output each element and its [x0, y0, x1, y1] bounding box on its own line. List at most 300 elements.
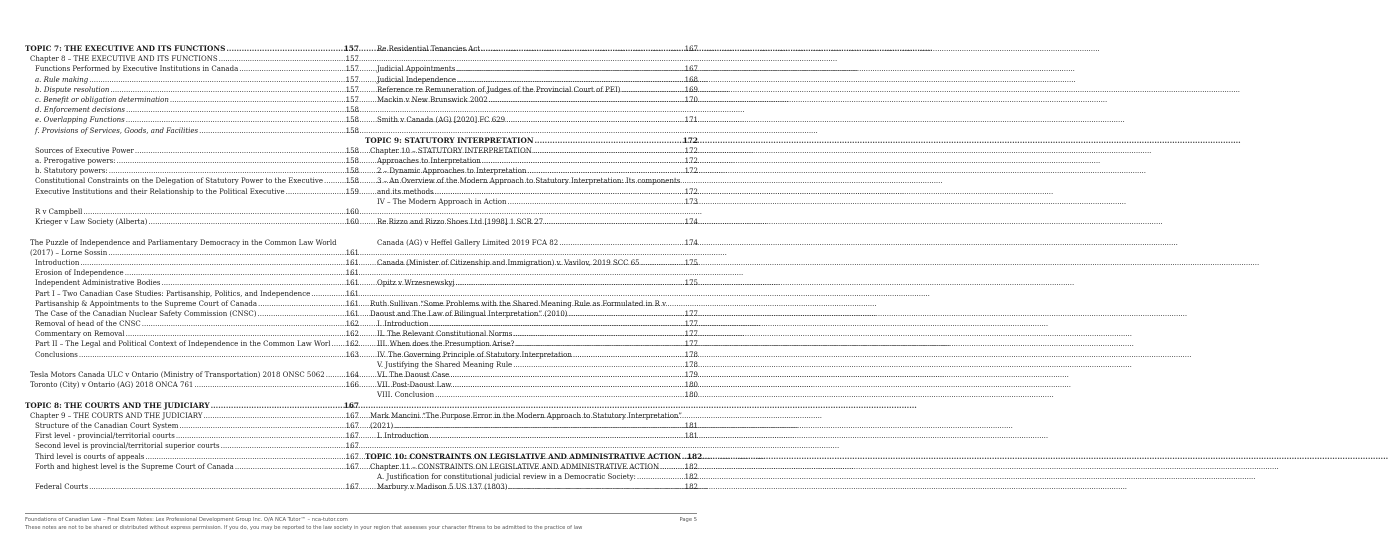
toc-page-number: 160 [345, 208, 359, 216]
toc-entry [365, 411, 698, 421]
dot-leader [450, 370, 683, 380]
toc-entry-title: I. Introduction [377, 432, 429, 441]
toc-entry-title: Opitz v Wrzesnewskyj [377, 279, 455, 288]
toc-entry [365, 217, 698, 227]
footer-course-line: Foundations of Canadian Law – Final Exam Notes: Lex Professional Development Group Inc. O/A NCA Tutor™ – nca-tutor.com [25, 517, 348, 523]
toc-page-number: 162 [345, 340, 359, 349]
toc-page-number: 161 [345, 248, 359, 257]
toc-entry [25, 299, 359, 309]
dot-leader [226, 44, 342, 54]
toc-entry [25, 166, 359, 176]
toc-page-number: 172 [684, 146, 698, 155]
toc-entry-title: A. Justification for constitutional judicial review in a Democratic Society: [377, 472, 636, 481]
dot-leader [203, 411, 344, 421]
toc-entry [25, 462, 359, 472]
toc-entry-title: Reference re Remuneration of Judges of the Provincial Court of PEI) [377, 85, 621, 94]
toc-entry [25, 431, 359, 441]
dot-leader [452, 380, 683, 390]
toc-entry [25, 146, 359, 156]
dot-leader [142, 319, 345, 329]
toc-entry [25, 350, 359, 360]
dot-leader [506, 115, 684, 125]
toc-page-number: 166 [345, 381, 359, 390]
toc-page-number: 182 [686, 451, 703, 461]
dot-leader [637, 472, 684, 482]
toc-page-number: 162 [345, 330, 359, 339]
toc-entry [365, 238, 698, 248]
toc-page-number: 182 [684, 472, 698, 481]
dot-leader [513, 329, 683, 339]
dot-leader [79, 350, 345, 360]
toc-entry-title: TOPIC 8: THE COURTS AND THE JUDICIARY [25, 400, 210, 410]
spacer [365, 268, 698, 278]
toc-entry-title: Federal Courts [35, 483, 89, 492]
toc-page-number: 182 [684, 483, 698, 492]
toc-page-number: 161 [345, 289, 359, 298]
toc-page-number: 158 [345, 167, 359, 176]
toc-entry-title: TOPIC 9: STATUTORY INTERPRETATION [365, 135, 534, 145]
toc-entry [25, 452, 359, 462]
toc-entry [365, 350, 698, 360]
toc-page-number: 172 [684, 187, 698, 196]
toc-entry-title: Daoust and The Law of Bilingual Interpretation” (2010) [370, 309, 568, 318]
toc-entry [25, 248, 359, 258]
toc-entry [25, 238, 359, 248]
toc-entry [365, 44, 698, 54]
toc-entry [25, 319, 359, 329]
spacer [365, 289, 698, 299]
toc-page-number: 159 [345, 187, 359, 196]
toc-page-number: 178 [684, 360, 698, 369]
dot-leader [135, 146, 345, 156]
toc-entry [25, 176, 359, 186]
toc-entry-title: Toronto (City) v Ontario (AG) 2018 ONCA 761 [30, 381, 194, 390]
dot-leader [109, 166, 345, 176]
toc-entry [365, 482, 698, 492]
toc-page-number: 177 [684, 330, 698, 339]
dot-leader [508, 482, 683, 492]
toc-page-number: 172 [682, 135, 698, 145]
toc-page-number: 167 [684, 65, 698, 74]
toc-entry-title: Canada (AG) v Heffel Gallery Limited 2019 FCA 82 [377, 238, 559, 247]
toc-page-number: 162 [345, 320, 359, 329]
toc-entry-title: 2 – Dynamic Approaches to Interpretation [377, 167, 527, 176]
dot-leader [435, 187, 684, 197]
toc-page-number: 157 [343, 44, 359, 53]
toc-page-number: 158 [345, 177, 359, 186]
toc-entry-title: The Puzzle of Independence and Parliamentary Democracy in the Common Law World [30, 238, 337, 247]
toc-entry [365, 370, 698, 380]
footer-disclaimer: These notes are not to be shared or distributed without express permission. If you do, you may be reported to the law society in your region that assesses your character fitness to be admitted to the practice of law [25, 525, 583, 532]
toc-entry-title: c. Benefit or obligation determination [35, 95, 169, 104]
toc-page-number: 161 [345, 258, 359, 267]
toc-entry-title: Judicial Independence [377, 75, 457, 84]
toc-page-number: 171 [684, 116, 698, 125]
toc-entry-title: The Case of the Canadian Nuclear Safety Commission (CNSC) [35, 309, 257, 318]
toc-entry [365, 329, 698, 339]
toc-page-number: 167 [345, 432, 359, 441]
spacer [365, 105, 698, 115]
toc-page-number: 181 [684, 432, 698, 441]
toc-entry-title: R v Campbell [35, 208, 83, 216]
toc-page-number: 164 [345, 371, 359, 379]
dot-leader [456, 278, 684, 288]
toc-entry-title: Removal of head of the CNSC [35, 320, 141, 329]
toc-entry-title: Executive Institutions and their Relationship to the Political Executive [35, 187, 285, 196]
toc-page-number: 161 [345, 279, 359, 288]
toc-entry-title: Re Residential Tenancies Act [377, 45, 481, 53]
dot-leader [125, 268, 345, 278]
toc-page-number: 173 [684, 197, 698, 206]
toc-entry [365, 187, 698, 197]
dot-leader [161, 278, 344, 288]
toc-entry-title: Forth and highest level is the Supreme Court of Canada [35, 462, 234, 471]
dot-leader [456, 64, 683, 74]
toc-entry [365, 85, 698, 95]
toc-entry [365, 146, 698, 156]
toc-entry-title: TOPIC 10: CONSTRAINTS ON LEGISLATIVE AND ADMINISTRATIVE ACTION [365, 451, 681, 461]
toc-page-number: 175 [684, 279, 698, 288]
toc-entry [365, 309, 698, 319]
toc-entry-title: Functions Performed by Executive Institutions in Canada [35, 65, 239, 74]
spacer [365, 248, 698, 258]
dot-leader [533, 146, 684, 156]
toc-entry [365, 390, 698, 400]
toc-entry [25, 482, 359, 492]
toc-entry [365, 319, 698, 329]
toc-entry-title: d. Enforcement decisions [35, 106, 126, 115]
dot-leader [211, 401, 343, 411]
toc-page-number: 177 [684, 340, 698, 349]
toc-entry-title: Krieger v Law Society (Alberta) [35, 218, 148, 227]
toc-page-number: 167 [345, 442, 359, 451]
dot-leader [394, 421, 683, 431]
toc-entry [25, 329, 359, 339]
dot-leader [219, 54, 345, 64]
dot-leader [258, 299, 345, 309]
toc-entry-title: Conclusions [35, 350, 78, 359]
toc-entry [25, 207, 359, 217]
spacer [365, 207, 698, 217]
dot-leader [435, 390, 684, 400]
spacer [25, 390, 359, 400]
toc-entry [25, 289, 359, 299]
toc-entry-title: Structure of the Canadian Court System [35, 421, 179, 430]
toc-topic-heading [365, 451, 703, 462]
toc-entry-title: Part I – Two Canadian Case Studies: Partisanship, Politics, and Independence [35, 289, 311, 298]
dot-leader [559, 238, 683, 248]
dot-leader [89, 75, 344, 85]
toc-entry [25, 278, 359, 288]
toc-entry-title: Ruth Sullivan “Some Problems with the Shared Meaning Rule as Formulated in R v [370, 299, 667, 308]
toc-entry [25, 85, 359, 95]
toc-entry [25, 411, 359, 421]
spacer [25, 472, 359, 482]
toc-page-number: 177 [684, 320, 698, 329]
toc-entry [25, 187, 359, 197]
toc-entry [365, 176, 698, 186]
dot-leader [660, 462, 684, 472]
toc-entry-title: Introduction [35, 258, 80, 267]
toc-entry-title: Marbury v Madison 5 US 137 (1803) [377, 483, 508, 492]
toc-entry-title: Chapter 11 – CONSTRAINTS ON LEGISLATIVE AND ADMINISTRATIVE ACTION [370, 462, 660, 471]
toc-page-number: 167 [345, 411, 359, 420]
toc-right-column [365, 44, 703, 492]
toc-page-number: 169 [684, 85, 698, 94]
toc-page-number: 161 [345, 299, 359, 308]
toc-entry [25, 339, 359, 349]
dot-leader [535, 136, 682, 146]
toc-page-number: 175 [684, 258, 698, 267]
toc-entry-title: and its methods [377, 187, 434, 196]
dot-leader [235, 462, 345, 472]
toc-entry [365, 197, 698, 207]
dot-leader [569, 309, 684, 319]
toc-page-number: 161 [345, 309, 359, 318]
toc-page-number: 179 [684, 371, 698, 379]
toc-topic-heading [365, 136, 698, 146]
toc-entry [365, 360, 698, 370]
spacer [25, 360, 359, 370]
dot-leader [80, 258, 344, 268]
toc-entry-title: TOPIC 7: THE EXECUTIVE AND ITS FUNCTIONS [25, 44, 226, 53]
toc-entry-title: VI. The Daoust Case [377, 371, 450, 379]
toc-entry-title: f. Provisions of Services, Goods, and Facilities [35, 126, 199, 135]
toc-page-number: 158 [345, 146, 359, 155]
toc-page-number: 167 [345, 452, 359, 461]
toc-page-number: 181 [684, 421, 698, 430]
spacer [365, 227, 698, 237]
toc-entry-title: 3 – An Overview of the Modern Approach to Statutory Interpretation: Its components [377, 177, 681, 186]
toc-entry [25, 370, 359, 380]
toc-page-number: 158 [345, 157, 359, 166]
dot-leader [682, 452, 686, 462]
toc-entry-title: IV – The Modern Approach in Action [377, 197, 507, 206]
toc-entry [365, 115, 698, 125]
toc-entry [25, 217, 359, 227]
dot-leader [117, 156, 345, 166]
toc-page-number: 172 [684, 157, 698, 166]
dot-leader [170, 95, 345, 105]
toc-entry [25, 268, 359, 278]
toc-page-number: 158 [345, 126, 359, 135]
dot-leader [324, 176, 345, 186]
toc-page-number: 158 [345, 116, 359, 125]
toc-entry-title: Erosion of Independence [35, 269, 124, 278]
dot-leader [176, 431, 345, 441]
toc-page-number: 182 [684, 462, 698, 471]
dot-leader [457, 75, 684, 85]
toc-entry-title: a. Prerogative powers: [35, 157, 116, 166]
toc-entry [25, 64, 359, 74]
spacer [365, 401, 698, 411]
toc-page-number: 167 [345, 462, 359, 471]
dot-leader [110, 85, 344, 95]
toc-page-number: 163 [345, 350, 359, 359]
toc-page-number: 180 [684, 391, 698, 400]
toc-entry [25, 105, 359, 115]
toc-entry [25, 95, 359, 105]
toc-page-number: 174 [684, 218, 698, 227]
toc-entry [25, 258, 359, 268]
toc-page-number: 174 [684, 238, 698, 247]
toc-page-number: 160 [345, 218, 359, 227]
toc-entry-title: (2021) [370, 421, 394, 430]
spacer [365, 126, 698, 136]
toc-topic-heading [25, 401, 359, 411]
dot-leader [621, 85, 683, 95]
dot-leader [326, 370, 345, 380]
dot-leader [513, 360, 683, 370]
toc-entry [365, 258, 698, 268]
toc-entry-title: II. The Relevant Constitutional Norms [377, 330, 513, 339]
toc-entry [25, 54, 359, 64]
dot-leader [508, 197, 684, 207]
toc-entry-title: Smith v Canada (AG) [2020] FC 629 [377, 116, 506, 125]
toc-entry-title: IV. The Governing Principle of Statutory Interpretation [377, 350, 572, 359]
dot-leader [482, 156, 684, 166]
toc-entry [365, 156, 698, 166]
toc-entry-title: Partisanship & Appointments to the Supreme Court of Canada [35, 299, 258, 308]
dot-leader [145, 452, 344, 462]
toc-entry [365, 339, 698, 349]
dot-leader [332, 339, 345, 349]
toc-entry-title: Sources of Executive Power [35, 146, 134, 155]
toc-entry-title: Chapter 9 – THE COURTS AND THE JUDICIARY [30, 411, 203, 420]
toc-entry-title: Mackin v New Brunswick 2002 [377, 95, 488, 104]
toc-entry [365, 431, 698, 441]
toc-page-number: 172 [684, 167, 698, 176]
toc-page-number: 177 [684, 309, 698, 318]
toc-page-number: 167 [345, 483, 359, 492]
dot-leader [179, 421, 344, 431]
toc-entry-title: VII. Post-Daoust Law [377, 381, 452, 390]
toc-page-number: 157 [345, 75, 359, 84]
toc-entry [25, 380, 359, 390]
dot-leader [527, 166, 683, 176]
toc-entry-title: b. Dispute resolution [35, 85, 110, 94]
toc-entry-title: Mark Mancini “The Purpose Error in the Modern Approach to Statutory Interpretation” [370, 411, 683, 420]
page-footer [25, 513, 697, 532]
toc-entry-title: VIII. Conclusion [377, 391, 435, 400]
toc-page-number: 178 [684, 350, 698, 359]
dot-leader [573, 350, 684, 360]
toc-entry [365, 166, 698, 176]
footer-page-number: Page 5 [679, 517, 697, 523]
toc-entry [25, 126, 359, 136]
toc-page-number: 157 [345, 85, 359, 94]
toc-page-number: 167 [345, 421, 359, 430]
toc-entry-title: Independent Administrative Bodies [35, 279, 161, 288]
spacer [25, 136, 359, 146]
toc-entry [365, 278, 698, 288]
toc-entry-title: Chapter 8 – THE EXECUTIVE AND ITS FUNCTIONS [30, 55, 218, 64]
toc-entry-title: e. Overlapping Functions [35, 116, 125, 125]
dot-leader [641, 258, 684, 268]
dot-leader [126, 105, 345, 115]
toc-entry-title: Judicial Appointments [377, 65, 456, 74]
toc-page-number: 167 [684, 45, 698, 53]
toc-entry [365, 95, 698, 105]
toc-topic-heading [25, 44, 359, 54]
toc-entry-title: (2017) – Lorne Sossin [30, 248, 108, 257]
toc-entry [25, 441, 359, 451]
toc-entry-title: a. Rule making [35, 75, 89, 84]
toc-entry-title: Approaches to Interpretation [377, 157, 481, 166]
toc-page-number: 157 [345, 95, 359, 104]
dot-leader [481, 44, 684, 54]
toc-entry-title: b. Statutory powers: [35, 167, 108, 176]
dot-leader [199, 126, 344, 136]
toc-entry-title: Constitutional Constraints on the Delegation of Statutory Power to the Executive [35, 177, 324, 186]
dot-leader [544, 217, 684, 227]
toc-page-number: 157 [345, 55, 359, 64]
dot-leader [83, 207, 344, 217]
toc-page-number: 168 [684, 75, 698, 84]
toc-page-number: 161 [345, 269, 359, 278]
dot-leader [286, 187, 345, 197]
dot-leader [126, 329, 345, 339]
toc-page-number: 167 [343, 400, 359, 410]
toc-page-number: 170 [684, 95, 698, 104]
toc-entry [365, 64, 698, 74]
toc-entry [25, 309, 359, 319]
dot-leader [239, 64, 344, 74]
toc-entry-title: Re Rizzo and Rizzo Shoes Ltd [1998] 1 SCR 27 [377, 218, 544, 227]
toc-entry-title: Chapter 10 – STATUTORY INTERPRETATION [370, 146, 532, 155]
toc-entry-title: Canada (Minister of Citizenship and Immigration) v. Vavilov, 2019 SCC 65 [377, 258, 640, 267]
toc-entry [365, 472, 698, 482]
toc-entry [365, 75, 698, 85]
toc-entry [365, 421, 698, 431]
toc-entry-title: Second level is provincial/territorial superior courts [35, 442, 220, 451]
toc-page-number: 158 [345, 106, 359, 115]
toc-page-number: 180 [684, 381, 698, 390]
dot-leader [194, 380, 344, 390]
dot-leader [489, 95, 684, 105]
dot-leader [311, 289, 344, 299]
toc-entry [365, 462, 698, 472]
toc-entry-title: V. Justifying the Shared Meaning Rule [377, 360, 513, 369]
spacer [25, 227, 359, 237]
toc-entry [25, 115, 359, 125]
toc-entry [365, 299, 698, 309]
spacer [25, 197, 359, 207]
dot-leader [108, 248, 344, 258]
toc-entry-title: Tesla Motors Canada ULC v Ontario (Ministry of Transportation) 2018 ONSC 5062 [30, 371, 325, 379]
toc-entry [365, 380, 698, 390]
spacer [365, 441, 698, 451]
dot-leader [89, 482, 345, 492]
toc-entry-title: I. Introduction [377, 320, 429, 329]
toc-entry-title: Commentary on Removal [35, 330, 125, 339]
dot-leader [221, 441, 345, 451]
dot-leader [430, 431, 684, 441]
dot-leader [430, 319, 684, 329]
toc-entry [25, 421, 359, 431]
toc-entry-title: Part II – The Legal and Political Context of Independence in the Common Law Worl [35, 340, 331, 349]
toc-entry-title: III. When does the Presumption Arise? [377, 340, 515, 349]
dot-leader [515, 339, 683, 349]
toc-left-column [25, 44, 359, 492]
dot-leader [258, 309, 345, 319]
toc-entry-title: First level - provincial/territorial courts [35, 432, 175, 441]
toc-page-number: 157 [345, 65, 359, 74]
toc-entry [25, 156, 359, 166]
toc-entry-title: Third level is courts of appeals [35, 452, 145, 461]
dot-leader [126, 115, 345, 125]
dot-leader [148, 217, 344, 227]
